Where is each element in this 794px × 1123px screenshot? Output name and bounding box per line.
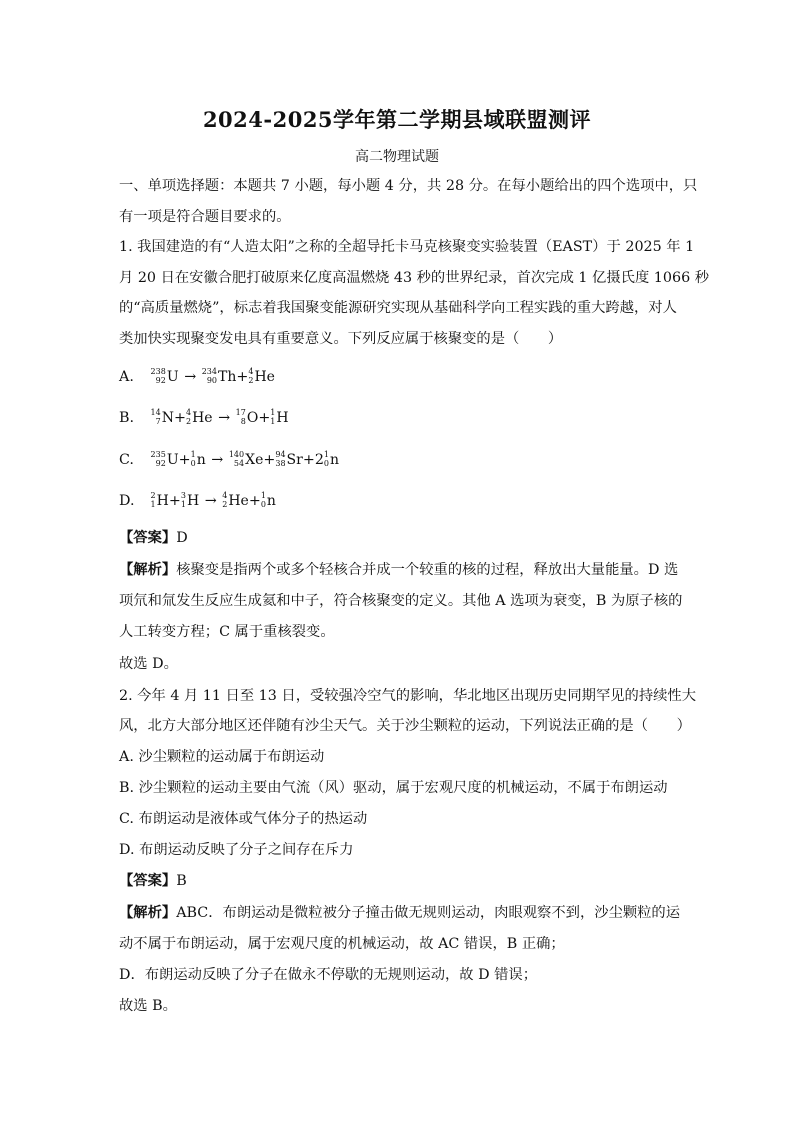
option-label: A. [119, 369, 134, 385]
nuclide: 2 1 H [150, 491, 169, 509]
option-label: D. [119, 493, 135, 509]
q1-stem-line-4: 类加快实现聚变发电具有重要意义。下列反应属于核聚变的是（ ） [119, 331, 563, 347]
nuclide: 1 0 n [323, 450, 340, 468]
nuclide: 4 2 He [185, 408, 213, 426]
nuclide: 238 92 U [150, 367, 179, 385]
q2-analysis-line-1: 【解析】ABC．布朗运动是微粒被分子撞击做无规则运动，肉眼观察不到，沙尘颗粒的运 [119, 905, 681, 921]
section-heading-line-1: 一、单项选择题：本题共 7 小题，每小题 4 分，共 28 分。在每小题给出的四个选项中，只 [119, 178, 698, 194]
nuclide: 14 7 N [150, 408, 174, 426]
q2-stem-line-2: 风，北方大部分地区还伴随有沙尘天气。关于沙尘颗粒的运动，下列说法正确的是（ ） [119, 718, 691, 734]
nuclide: 94 38 Sr [275, 450, 303, 468]
nuclide: 4 2 He [248, 367, 275, 385]
nuclide: 3 1 H [180, 491, 200, 509]
q1-option-a: A. 238 92 U → 234 90 Th+ 4 2 He [119, 367, 275, 385]
q2-option-a: A. 沙尘颗粒的运动属于布朗运动 [119, 749, 325, 765]
q2-option-b: B. 沙尘颗粒的运动主要由气流（风）驱动，属于宏观尺度的机械运动，不属于布朗运动 [119, 780, 668, 796]
nuclide: 1 0 n [260, 491, 276, 509]
analysis-tag: 【解析】 [119, 905, 177, 921]
document-subtitle: 高二物理试题 [355, 149, 439, 165]
q1-analysis-line-2: 项氘和氚发生反应生成氦和中子，符合核聚变的定义。其他 A 选项为衰变，B 为原子核的 [119, 593, 683, 609]
q1-option-c: C. 235 92 U+ 1 0 n → 140 54 Xe+ 94 38 Sr+2 1 0 n [119, 450, 340, 468]
section-heading-line-2: 有一项是符合题目要求的。 [119, 209, 291, 225]
nuclide: 235 92 U [150, 450, 179, 468]
q2-conclusion: 故选 B。 [119, 998, 177, 1014]
document-title: 2024-2025学年第二学期县域联盟测评 [202, 107, 592, 132]
nuclide: 140 54 Xe [228, 450, 264, 468]
reaction-arrow: → [211, 452, 224, 468]
q1-stem-line-1: 1. 我国建造的有“人造太阳”之称的全超导托卡马克核聚变实验装置（EAST）于 2025 年 1 [119, 239, 695, 255]
nuclide: 1 1 H [270, 408, 289, 426]
q2-analysis-line-3: D．布朗运动反映了分子在做永不停歇的无规则运动，故 D 错误； [119, 967, 538, 983]
option-label: B. [119, 410, 135, 426]
nuclide: 4 2 He [222, 491, 249, 509]
q2-analysis-line-2: 动不属于布朗运动，属于宏观尺度的机械运动，故 AC 错误，B 正确； [119, 936, 565, 952]
q1-analysis-line-3: 人工转变方程；C 属于重核裂变。 [119, 624, 335, 640]
q1-analysis-line-1: 【解析】核聚变是指两个或多个轻核合并成一个较重的核的过程，释放出大量能量。D 选 [119, 562, 679, 578]
nuclide: 17 8 O [235, 408, 259, 426]
analysis-tag: 【解析】 [119, 562, 177, 578]
answer-value: B [176, 873, 187, 889]
q2-stem-line-1: 2. 今年 4 月 11 日至 13 日，受较强冷空气的影响，华北地区出现历史同期罕见的持续性大 [119, 688, 697, 704]
q2-option-c: C. 布朗运动是液体或气体分子的热运动 [119, 811, 368, 827]
q1-stem-line-3: 的“高质量燃烧”，标志着我国聚变能源研究实现从基础科学向工程实践的重大跨越，对人 [119, 300, 677, 316]
answer-tag: 【答案】 [119, 873, 177, 889]
q1-option-d: D. 2 1 H+ 3 1 H → 4 2 He+ 1 0 n [119, 491, 276, 509]
reaction-arrow: → [218, 410, 231, 426]
nuclide: 1 0 n [190, 450, 206, 468]
option-label: C. [119, 452, 134, 468]
answer-value: D [176, 530, 188, 546]
reaction-arrow: → [204, 493, 217, 509]
nuclide: 234 90 Th [201, 367, 237, 385]
q2-option-d: D. 布朗运动反映了分子之间存在斥力 [119, 842, 354, 858]
q1-stem-line-2: 月 20 日在安徽合肥打破原来亿度高温燃烧 43 秒的世界纪录，首次完成 1 亿摄氏度 1066 秒 [119, 270, 710, 286]
q2-answer [119, 871, 679, 891]
q1-option-b: B. 14 7 N+ 4 2 He → 17 8 O+ 1 1 H [119, 408, 289, 426]
reaction-arrow: → [184, 369, 197, 385]
answer-tag: 【答案】 [119, 530, 177, 546]
q1-answer [119, 528, 679, 548]
q1-conclusion: 故选 D。 [119, 656, 178, 672]
